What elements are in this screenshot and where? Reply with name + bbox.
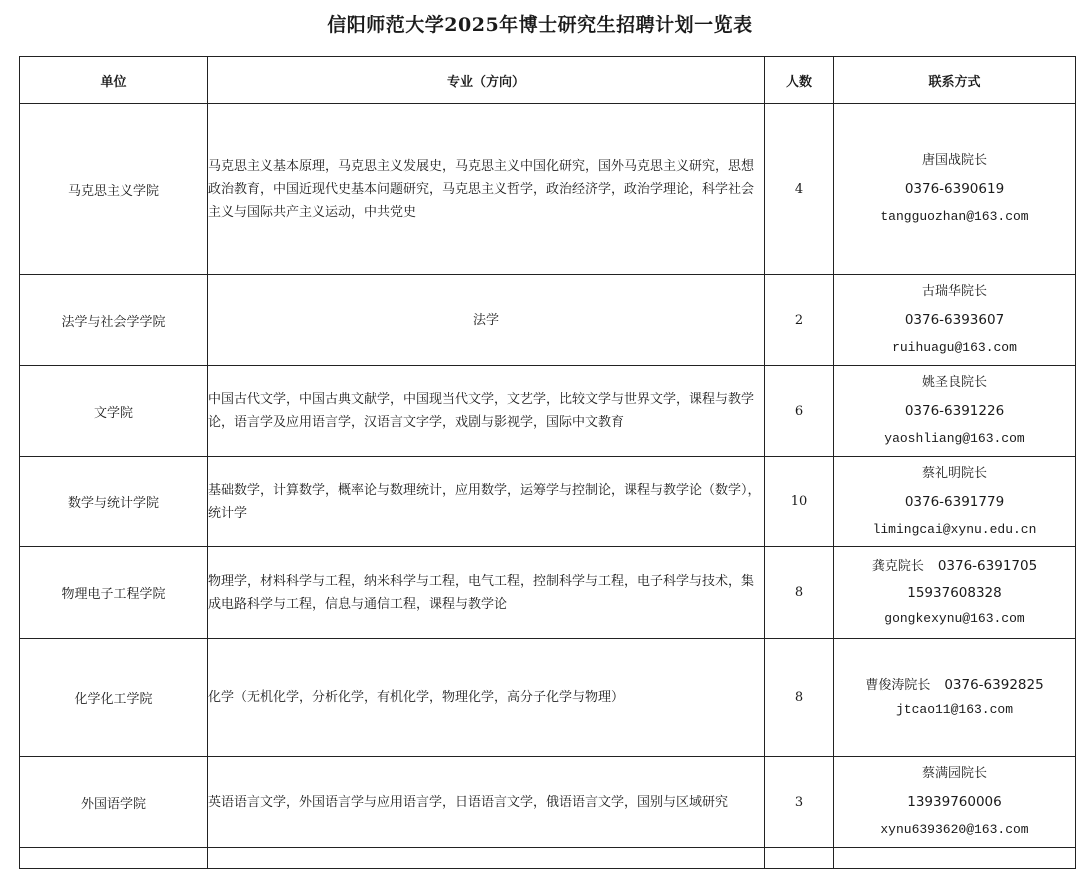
contact-mobile: 15937608328 xyxy=(907,585,1002,601)
contact-name: 曹俊涛院长 xyxy=(865,678,931,693)
table-row xyxy=(20,275,1076,366)
contact-name-phone-line xyxy=(834,673,1075,698)
unit-cell: 法学与社会学学院 xyxy=(20,275,208,366)
recruitment-table xyxy=(19,56,1076,869)
count-cell: 4 xyxy=(765,104,834,275)
contact-email: ruihuagu@163.com xyxy=(892,340,1017,355)
unit-cell: 马克思主义学院 xyxy=(20,104,208,275)
empty-cell xyxy=(765,848,834,869)
unit-cell: 化学化工学院 xyxy=(20,639,208,757)
count-cell: 8 xyxy=(765,639,834,757)
major-cell: 马克思主义基本原理，马克思主义发展史，马克思主义中国化研究，国外马克思主义研究，思想政治教育，中国近现代史基本问题研究，马克思主义哲学，政治经济学，政治学理论，科学社会主义与国际共产主义运动，中共党史 xyxy=(208,104,765,275)
empty-cell xyxy=(834,848,1076,869)
page-title: 信阳师范大学2025年博士研究生招聘计划一览表 xyxy=(327,14,753,36)
contact-mobile: 13939760006 xyxy=(907,794,1002,810)
count-cell: 8 xyxy=(765,547,834,639)
major-cell: 英语语言文学，外国语言学与应用语言学，日语语言文学，俄语语言文学，国别与区域研究 xyxy=(208,757,765,848)
contact-name: 姚圣良院长 xyxy=(921,375,987,390)
unit-cell: 物理电子工程学院 xyxy=(20,547,208,639)
contact-cell xyxy=(834,757,1076,848)
contact-email: tangguozhan@163.com xyxy=(880,209,1029,224)
major-cell: 基础数学，计算数学，概率论与数理统计，应用数学，运筹学与控制论，课程与教学论（数学），统计学 xyxy=(208,457,765,547)
contact-phone: 0376-6392825 xyxy=(944,677,1044,693)
count-cell: 2 xyxy=(765,275,834,366)
table-row xyxy=(20,457,1076,547)
major-cell: 物理学，材料科学与工程，纳米科学与工程，电气工程，控制科学与工程，电子科学与技术，集成电路科学与工程，信息与通信工程，课程与教学论 xyxy=(208,547,765,639)
contact-email: gongkexynu@163.com xyxy=(884,611,1025,626)
header-unit: 单位 xyxy=(20,57,208,104)
contact-email: yaoshliang@163.com xyxy=(884,431,1025,446)
major-cell: 化学（无机化学，分析化学，有机化学，物理化学，高分子化学与物理） xyxy=(208,639,765,757)
unit-cell: 数学与统计学院 xyxy=(20,457,208,547)
empty-cell xyxy=(208,848,765,869)
header-count: 人数 xyxy=(765,57,834,104)
contact-name: 蔡礼明院长 xyxy=(921,465,987,481)
contact-phone: 0376-6391779 xyxy=(904,493,1005,510)
contact-email: limingcai@xynu.edu.cn xyxy=(872,521,1037,537)
contact-cell xyxy=(834,366,1076,457)
header-contact: 联系方式 xyxy=(834,57,1076,104)
contact-phone: 0376-6391226 xyxy=(904,403,1005,419)
unit-cell: 文学院 xyxy=(20,366,208,457)
contact-phone: 0376-6393607 xyxy=(904,312,1005,328)
count-cell: 3 xyxy=(765,757,834,848)
contact-phone: 0376-6391705 xyxy=(937,558,1038,574)
empty-cell xyxy=(20,848,208,869)
contact-name: 古瑞华院长 xyxy=(921,284,987,299)
contact-cell xyxy=(834,639,1076,757)
count-cell: 10 xyxy=(765,457,834,547)
contact-cell xyxy=(834,275,1076,366)
contact-cell xyxy=(834,547,1076,639)
contact-name: 龚克院长 xyxy=(871,559,924,574)
table-row xyxy=(20,104,1076,275)
contact-name: 唐国战院长 xyxy=(921,153,987,168)
table-row xyxy=(20,757,1076,848)
contact-name-phone-line xyxy=(834,553,1075,580)
contact-cell xyxy=(834,457,1076,547)
table-header-row xyxy=(20,57,1076,104)
count-cell: 6 xyxy=(765,366,834,457)
table-row xyxy=(20,366,1076,457)
major-cell: 中国古代文学，中国古典文献学，中国现当代文学，文艺学，比较文学与世界文学，课程与教学论，语言学及应用语言学，汉语言文字学，戏剧与影视学，国际中文教育 xyxy=(208,366,765,457)
unit-cell: 外国语学院 xyxy=(20,757,208,848)
contact-name: 蔡满园院长 xyxy=(921,766,987,781)
contact-phone: 0376-6390619 xyxy=(904,181,1005,197)
contact-email: xynu6393620@163.com xyxy=(880,822,1029,837)
contact-cell xyxy=(834,104,1076,275)
contact-email: jtcao11@163.com xyxy=(895,702,1014,717)
table-row-partial xyxy=(20,848,1076,869)
table-row xyxy=(20,547,1076,639)
table-row xyxy=(20,639,1076,757)
header-major: 专业（方向） xyxy=(208,57,765,104)
major-cell: 法学 xyxy=(208,275,765,366)
